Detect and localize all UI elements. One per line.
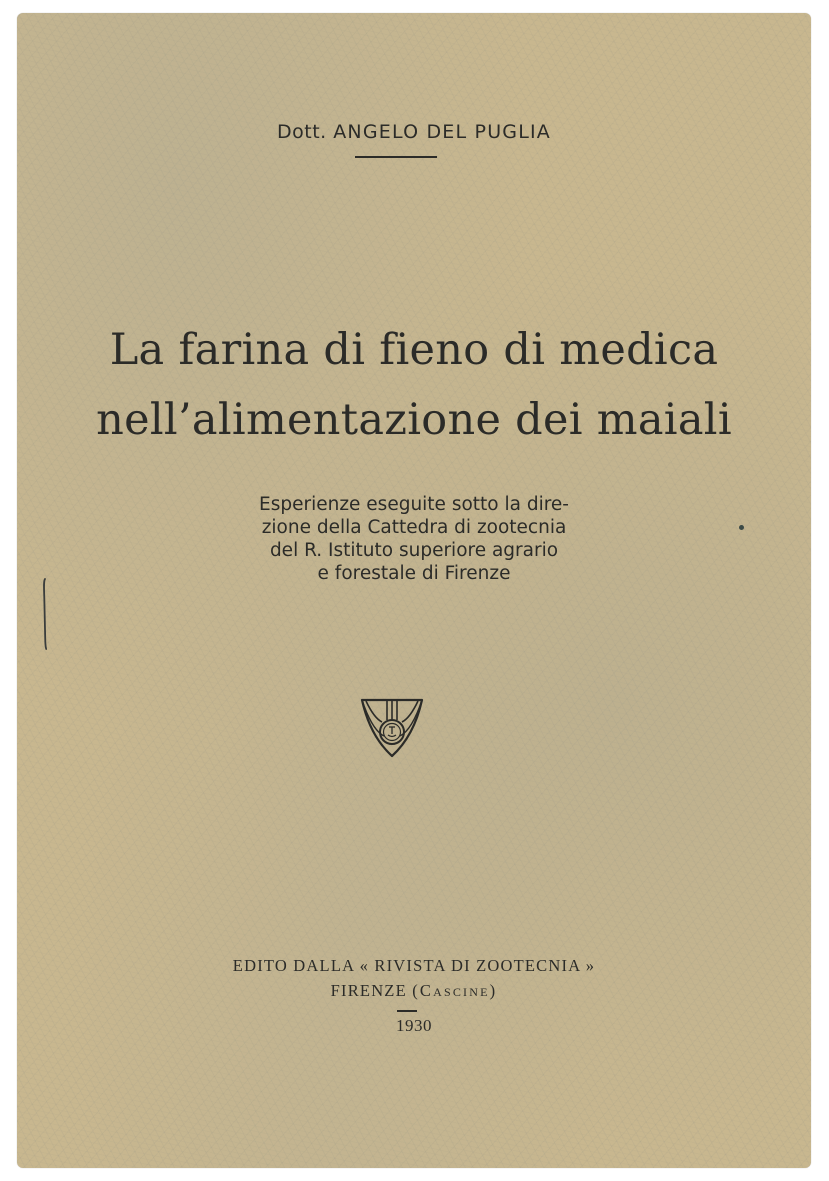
title-line-1: La farina di fieno di medica (109, 325, 719, 375)
author-prefix: Dott. (276, 121, 327, 143)
subtitle-line-1: Esperienze eseguite sotto la dire- (259, 494, 569, 515)
shield-emblem-icon (360, 696, 424, 760)
publication-year: 1930 (396, 1016, 432, 1035)
publisher-block (17, 953, 811, 1003)
publisher-district: (Cascine) (412, 981, 498, 1000)
title-line-2: nell’alimentazione dei maiali (96, 395, 732, 445)
subtitle-line-3: del R. Istituto superiore agrario (269, 540, 559, 561)
author-divider (355, 156, 437, 158)
author-name: ANGELO DEL PUGLIA (333, 121, 552, 143)
binding-thread-icon (43, 578, 47, 650)
book-cover (17, 13, 811, 1168)
book-subtitle (17, 493, 811, 585)
subtitle-line-2: zione della Cattedra di zootecnia (261, 517, 567, 538)
subtitle-line-4: e forestale di Firenze (317, 563, 511, 584)
publisher-line: EDITO DALLA « RIVISTA DI ZOOTECNIA » (232, 956, 596, 975)
author-line (17, 121, 811, 143)
book-title (17, 315, 811, 455)
publisher-location (17, 978, 811, 1003)
publisher-divider (397, 1010, 417, 1012)
publisher-city: FIRENZE (330, 981, 407, 1000)
